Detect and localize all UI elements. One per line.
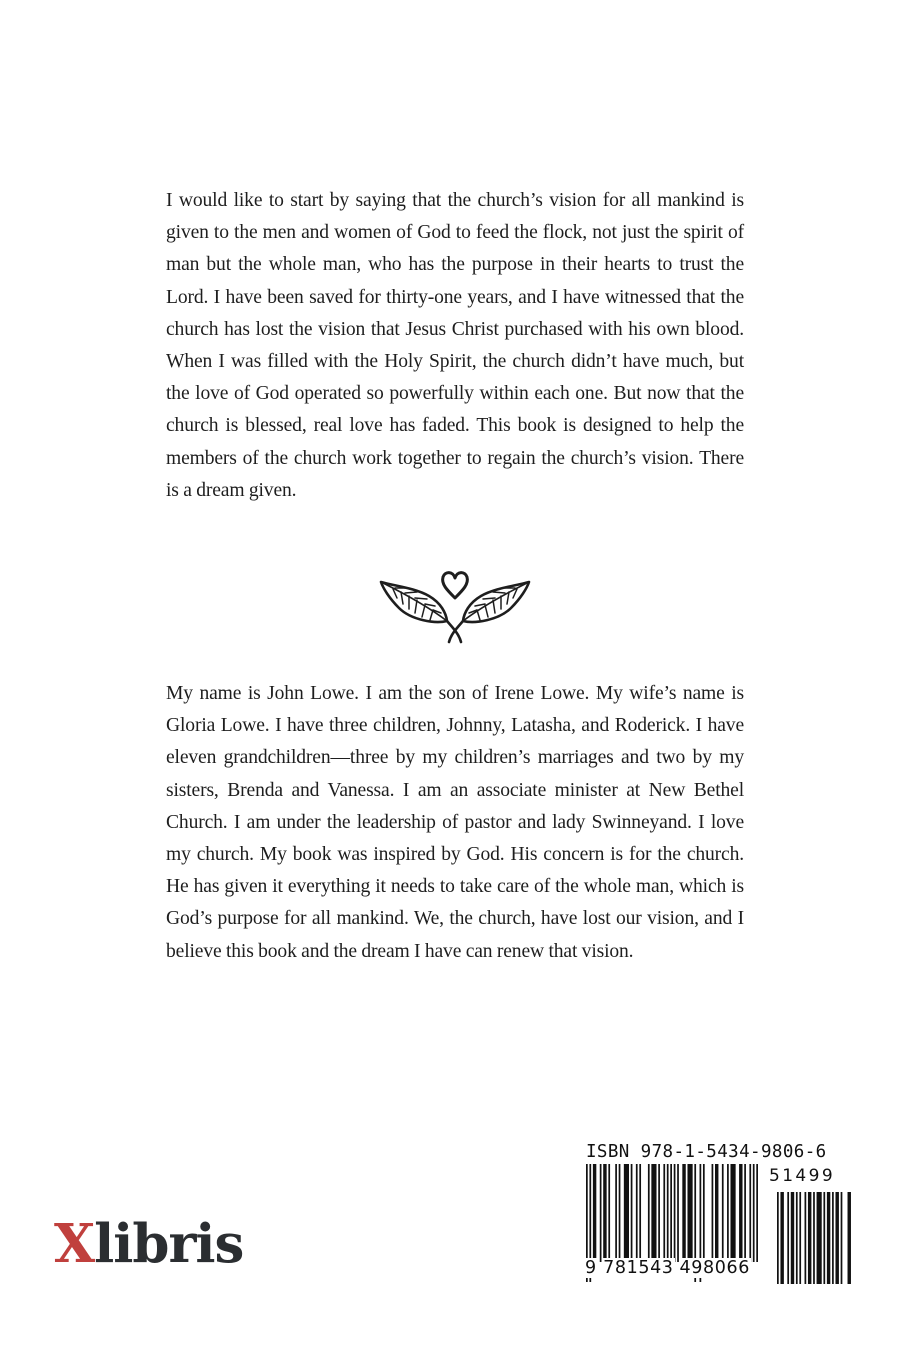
barcode-bar	[791, 1192, 794, 1284]
price-barcode-icon	[777, 1192, 851, 1284]
barcode-bar	[796, 1192, 798, 1284]
publisher-logo-text: libris	[94, 1213, 244, 1275]
barcode-bar	[687, 1164, 692, 1262]
barcode-bar	[600, 1164, 602, 1262]
barcode-bar	[777, 1192, 779, 1284]
barcode-bar	[730, 1164, 735, 1262]
barcode-bar	[744, 1164, 746, 1262]
barcode-bar	[624, 1164, 629, 1262]
barcode-bar	[848, 1192, 851, 1284]
barcode-bar	[608, 1164, 610, 1262]
barcode-bar	[619, 1164, 621, 1262]
description-paragraph: I would like to start by saying that the church’s vision for all mankind is given to the men and women of God to feed the flock, not just the spirit of man but the whole man, who has the purpose in their hearts to trust the Lord. I have been saved for thirty-one years, and I have witnessed that the church has lost the vision that Jesus Christ purchased with his own blood. When I was filled with the Holy Spirit, the church didn’t have much, but the love of God operated so powerfully within each one. But now that the church is blessed, real love has faded. This book is designed to help the members of the church work together to regain the church’s vision. There is a dream given.	[166, 190, 744, 501]
price-code: 51499	[769, 1166, 836, 1186]
barcode-bar	[780, 1192, 783, 1284]
barcode-bar	[670, 1164, 672, 1262]
barcode-bar	[636, 1164, 638, 1262]
barcode-bar	[808, 1192, 811, 1284]
isbn-barcode-block	[584, 1142, 852, 1292]
barcode-bar	[682, 1164, 685, 1262]
barcode-bar	[787, 1192, 789, 1284]
publisher-logo-x: X	[54, 1213, 95, 1275]
barcode-bar	[658, 1164, 660, 1262]
barcode-bar	[667, 1164, 669, 1262]
barcode-bar	[593, 1164, 596, 1262]
barcode-bar	[749, 1164, 751, 1262]
barcode-digits-right: 498066	[679, 1258, 750, 1278]
barcode-bar	[639, 1164, 641, 1262]
barcode-bar	[753, 1164, 755, 1262]
barcode-bar	[835, 1192, 838, 1284]
barcode-bar	[674, 1164, 676, 1262]
barcode-bar	[799, 1192, 801, 1284]
barcode-digits-left: 781543	[603, 1258, 674, 1278]
barcode-bar	[841, 1192, 843, 1284]
barcode-bar	[603, 1164, 606, 1262]
barcode-digits	[584, 1258, 751, 1278]
barcode-bar	[677, 1164, 679, 1262]
barcode-bar	[727, 1164, 729, 1262]
heart-with-leaves-icon	[375, 568, 535, 648]
barcode-digit-prefix: 9	[585, 1258, 597, 1278]
barcode-bar	[703, 1164, 705, 1262]
barcode-bar	[651, 1164, 656, 1262]
barcode-bar	[631, 1164, 633, 1262]
barcode-bar	[827, 1192, 830, 1284]
barcode-bar	[805, 1192, 807, 1284]
barcode-bar	[813, 1192, 815, 1284]
barcode-bar	[756, 1164, 758, 1262]
barcode-bar	[615, 1164, 617, 1262]
isbn-label: ISBN 978-1-5434-9806-6	[586, 1142, 827, 1162]
barcode-bar	[722, 1164, 724, 1262]
publisher-logo	[54, 1214, 243, 1274]
barcode-bar	[715, 1164, 718, 1262]
barcode-bar	[739, 1164, 742, 1262]
barcode-bar	[663, 1164, 665, 1262]
barcode-bar	[832, 1192, 834, 1284]
barcode-bar	[823, 1192, 825, 1284]
barcode-bar	[712, 1164, 714, 1262]
barcode-bar	[817, 1192, 822, 1284]
barcode-bar	[648, 1164, 650, 1262]
author-bio-paragraph: My name is John Lowe. I am the son of Irene Lowe. My wife’s name is Gloria Lowe. I have three children, Johnny, Latasha, and Roderick. I have eleven grandchildren—three by my children’s marriages and two by my sisters, Brenda and Vanessa. I am an associate minister at New Bethel Church. I am under the leadership of pastor and lady Swinneyand. I love my church. My book was inspired by God. His concern is for the church. He has given it everything it needs to take care of the whole man, which is God’s purpose for all mankind. We, the church, have lost our vision, and I believe this book and the dream I have can renew that vision.	[166, 683, 744, 962]
